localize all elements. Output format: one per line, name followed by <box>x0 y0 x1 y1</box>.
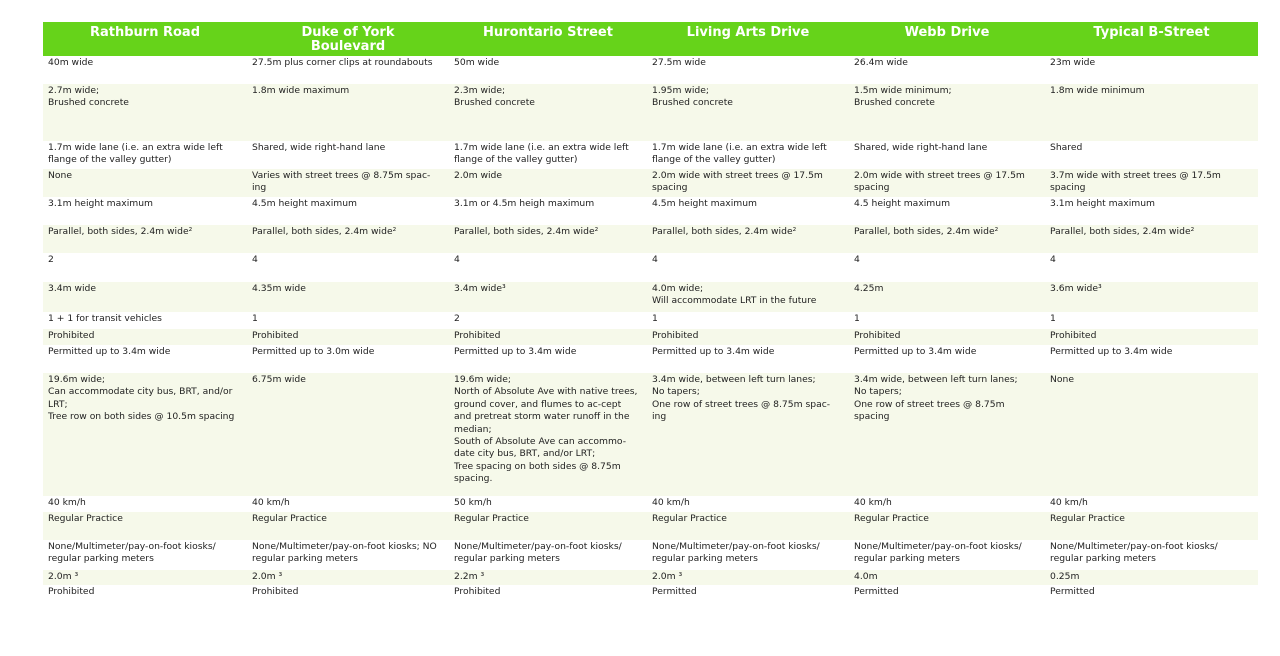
table-cell: 4.0m wide; Will accommodate LRT in the future <box>647 282 849 312</box>
table-row <box>43 540 1258 570</box>
table-cell: None/Multimeter/pay-on-foot kiosks/ regular parking meters <box>1045 540 1258 570</box>
table-cell: 2.0m wide <box>449 169 647 197</box>
table-cell: Prohibited <box>449 585 647 601</box>
table-cell: 50 km/h <box>449 496 647 512</box>
table-cell: 2.2m ³ <box>449 570 647 585</box>
table-cell: 2.3m wide; Brushed concrete <box>449 84 647 141</box>
table-cell: Permitted up to 3.4m wide <box>449 345 647 373</box>
header-row <box>43 22 1258 56</box>
table-row <box>43 253 1258 282</box>
table-cell: 6.75m wide <box>247 373 449 496</box>
column-header-typical-b-street: Typical B-Street <box>1045 22 1258 56</box>
table-cell: 40 km/h <box>1045 496 1258 512</box>
table-cell: Parallel, both sides, 2.4m wide² <box>449 225 647 253</box>
table-cell: 4.0m <box>849 570 1045 585</box>
table-row <box>43 56 1258 84</box>
table-row <box>43 570 1258 585</box>
table-cell: Prohibited <box>247 329 449 345</box>
table-body <box>43 56 1258 601</box>
table-cell: None <box>1045 373 1258 496</box>
table-cell: 40m wide <box>43 56 247 84</box>
table-cell: 2.0m wide with street trees @ 17.5m spacing <box>849 169 1045 197</box>
table-cell: 1 <box>1045 312 1258 329</box>
table-row <box>43 84 1258 141</box>
table-cell: 4 <box>1045 253 1258 282</box>
table-row <box>43 141 1258 169</box>
table-cell: Parallel, both sides, 2.4m wide² <box>247 225 449 253</box>
table-row <box>43 585 1258 601</box>
table-cell: 2 <box>449 312 647 329</box>
table-cell: 1.5m wide minimum; Brushed concrete <box>849 84 1045 141</box>
table-cell: None <box>43 169 247 197</box>
table-row <box>43 512 1258 540</box>
column-header-webb-drive: Webb Drive <box>849 22 1045 56</box>
table-cell: 4.5 height maximum <box>849 197 1045 225</box>
table-cell: Prohibited <box>247 585 449 601</box>
table-cell: 1.7m wide lane (i.e. an extra wide left flange of the valley gutter) <box>647 141 849 169</box>
table-cell: 1 + 1 for transit vehicles <box>43 312 247 329</box>
table-row <box>43 169 1258 197</box>
table-cell: 50m wide <box>449 56 647 84</box>
table-cell: 27.5m wide <box>647 56 849 84</box>
table-cell: 2.7m wide; Brushed concrete <box>43 84 247 141</box>
column-header-hurontario-street: Hurontario Street <box>449 22 647 56</box>
table-cell: 4.25m <box>849 282 1045 312</box>
table-cell: 1 <box>247 312 449 329</box>
table-cell: 19.6m wide; Can accommodate city bus, BRT, and/or LRT; Tree row on both sides @ 10.5m spacing <box>43 373 247 496</box>
table-cell: Permitted <box>849 585 1045 601</box>
table-cell: Permitted up to 3.0m wide <box>247 345 449 373</box>
table-cell: Permitted <box>1045 585 1258 601</box>
table-header <box>43 22 1258 56</box>
table-row <box>43 345 1258 373</box>
table-cell: Permitted up to 3.4m wide <box>1045 345 1258 373</box>
table-cell: None/Multimeter/pay-on-foot kiosks/ regular parking meters <box>449 540 647 570</box>
table-cell: Prohibited <box>43 329 247 345</box>
table-cell: Regular Practice <box>247 512 449 540</box>
table-cell: Parallel, both sides, 2.4m wide² <box>1045 225 1258 253</box>
column-header-rathburn-road: Rathburn Road <box>43 22 247 56</box>
table-cell: Shared, wide right-hand lane <box>247 141 449 169</box>
column-header-living-arts-drive: Living Arts Drive <box>647 22 849 56</box>
table-cell: 4 <box>647 253 849 282</box>
table-row <box>43 225 1258 253</box>
table-cell: 3.7m wide with street trees @ 17.5m spacing <box>1045 169 1258 197</box>
table-cell: Prohibited <box>849 329 1045 345</box>
table-cell: Shared, wide right-hand lane <box>849 141 1045 169</box>
table-cell: Permitted <box>647 585 849 601</box>
table-row <box>43 282 1258 312</box>
table-cell: Prohibited <box>1045 329 1258 345</box>
table-cell: 4.5m height maximum <box>647 197 849 225</box>
table-cell: 2.0m wide with street trees @ 17.5m spacing <box>647 169 849 197</box>
table-cell: Prohibited <box>647 329 849 345</box>
table-cell: Permitted up to 3.4m wide <box>849 345 1045 373</box>
table-cell: 19.6m wide; North of Absolute Ave with native trees, ground cover, and flumes to ac-cept and pretreat storm water runoff in the median; South of Absolute Ave can accommo-date city bus, BRT, and/or LRT; Tree spacing on both sides @ 8.75m spacing. <box>449 373 647 496</box>
street-comparison-table <box>43 22 1258 601</box>
table-cell: 3.4m wide <box>43 282 247 312</box>
table-cell: 1.8m wide maximum <box>247 84 449 141</box>
table-cell: 40 km/h <box>849 496 1045 512</box>
table-cell: 3.4m wide, between left turn lanes; No tapers; One row of street trees @ 8.75m spac-ing <box>647 373 849 496</box>
table-cell: 1.95m wide; Brushed concrete <box>647 84 849 141</box>
table-cell: 2.0m ³ <box>247 570 449 585</box>
table-cell: 1.7m wide lane (i.e. an extra wide left flange of the valley gutter) <box>449 141 647 169</box>
table-cell: Parallel, both sides, 2.4m wide² <box>43 225 247 253</box>
column-header-duke-of-york-boulevard: Duke of York Boulevard <box>247 22 449 56</box>
table-cell: Regular Practice <box>43 512 247 540</box>
table-cell: Prohibited <box>43 585 247 601</box>
table-cell: Prohibited <box>449 329 647 345</box>
table-cell: 3.1m height maximum <box>1045 197 1258 225</box>
table-cell: 3.1m or 4.5m heigh maximum <box>449 197 647 225</box>
table-cell: 40 km/h <box>247 496 449 512</box>
table-cell: 3.6m wide³ <box>1045 282 1258 312</box>
table-cell: None/Multimeter/pay-on-foot kiosks/ regular parking meters <box>849 540 1045 570</box>
table-cell: 3.1m height maximum <box>43 197 247 225</box>
table-row <box>43 312 1258 329</box>
table-cell: 4 <box>247 253 449 282</box>
table-cell: 2.0m ³ <box>43 570 247 585</box>
table-row <box>43 373 1258 496</box>
table-cell: 27.5m plus corner clips at roundabouts <box>247 56 449 84</box>
table-cell: Regular Practice <box>449 512 647 540</box>
table-cell: Regular Practice <box>849 512 1045 540</box>
table-cell: 2 <box>43 253 247 282</box>
table-cell: Regular Practice <box>1045 512 1258 540</box>
table-cell: 1.8m wide minimum <box>1045 84 1258 141</box>
table-cell: 4.35m wide <box>247 282 449 312</box>
table-cell: 4 <box>849 253 1045 282</box>
table-cell: 40 km/h <box>647 496 849 512</box>
table-cell: 1 <box>849 312 1045 329</box>
table-cell: Varies with street trees @ 8.75m spac-ing <box>247 169 449 197</box>
table-cell: None/Multimeter/pay-on-foot kiosks; NO regular parking meters <box>247 540 449 570</box>
table-cell: Permitted up to 3.4m wide <box>43 345 247 373</box>
table-cell: 26.4m wide <box>849 56 1045 84</box>
table-cell: 23m wide <box>1045 56 1258 84</box>
table-cell: 3.4m wide³ <box>449 282 647 312</box>
street-comparison-table-container <box>43 22 1258 601</box>
table-cell: 4.5m height maximum <box>247 197 449 225</box>
table-row <box>43 197 1258 225</box>
table-cell: Parallel, both sides, 2.4m wide² <box>849 225 1045 253</box>
table-cell: Shared <box>1045 141 1258 169</box>
table-cell: 1.7m wide lane (i.e. an extra wide left flange of the valley gutter) <box>43 141 247 169</box>
table-cell: None/Multimeter/pay-on-foot kiosks/ regular parking meters <box>43 540 247 570</box>
table-cell: Regular Practice <box>647 512 849 540</box>
table-cell: None/Multimeter/pay-on-foot kiosks/ regular parking meters <box>647 540 849 570</box>
table-cell: Parallel, both sides, 2.4m wide² <box>647 225 849 253</box>
table-cell: Permitted up to 3.4m wide <box>647 345 849 373</box>
table-cell: 3.4m wide, between left turn lanes; No tapers; One row of street trees @ 8.75m spacing <box>849 373 1045 496</box>
table-cell: 2.0m ³ <box>647 570 849 585</box>
table-cell: 40 km/h <box>43 496 247 512</box>
table-cell: 1 <box>647 312 849 329</box>
table-cell: 0.25m <box>1045 570 1258 585</box>
table-cell: 4 <box>449 253 647 282</box>
table-row <box>43 496 1258 512</box>
table-row <box>43 329 1258 345</box>
